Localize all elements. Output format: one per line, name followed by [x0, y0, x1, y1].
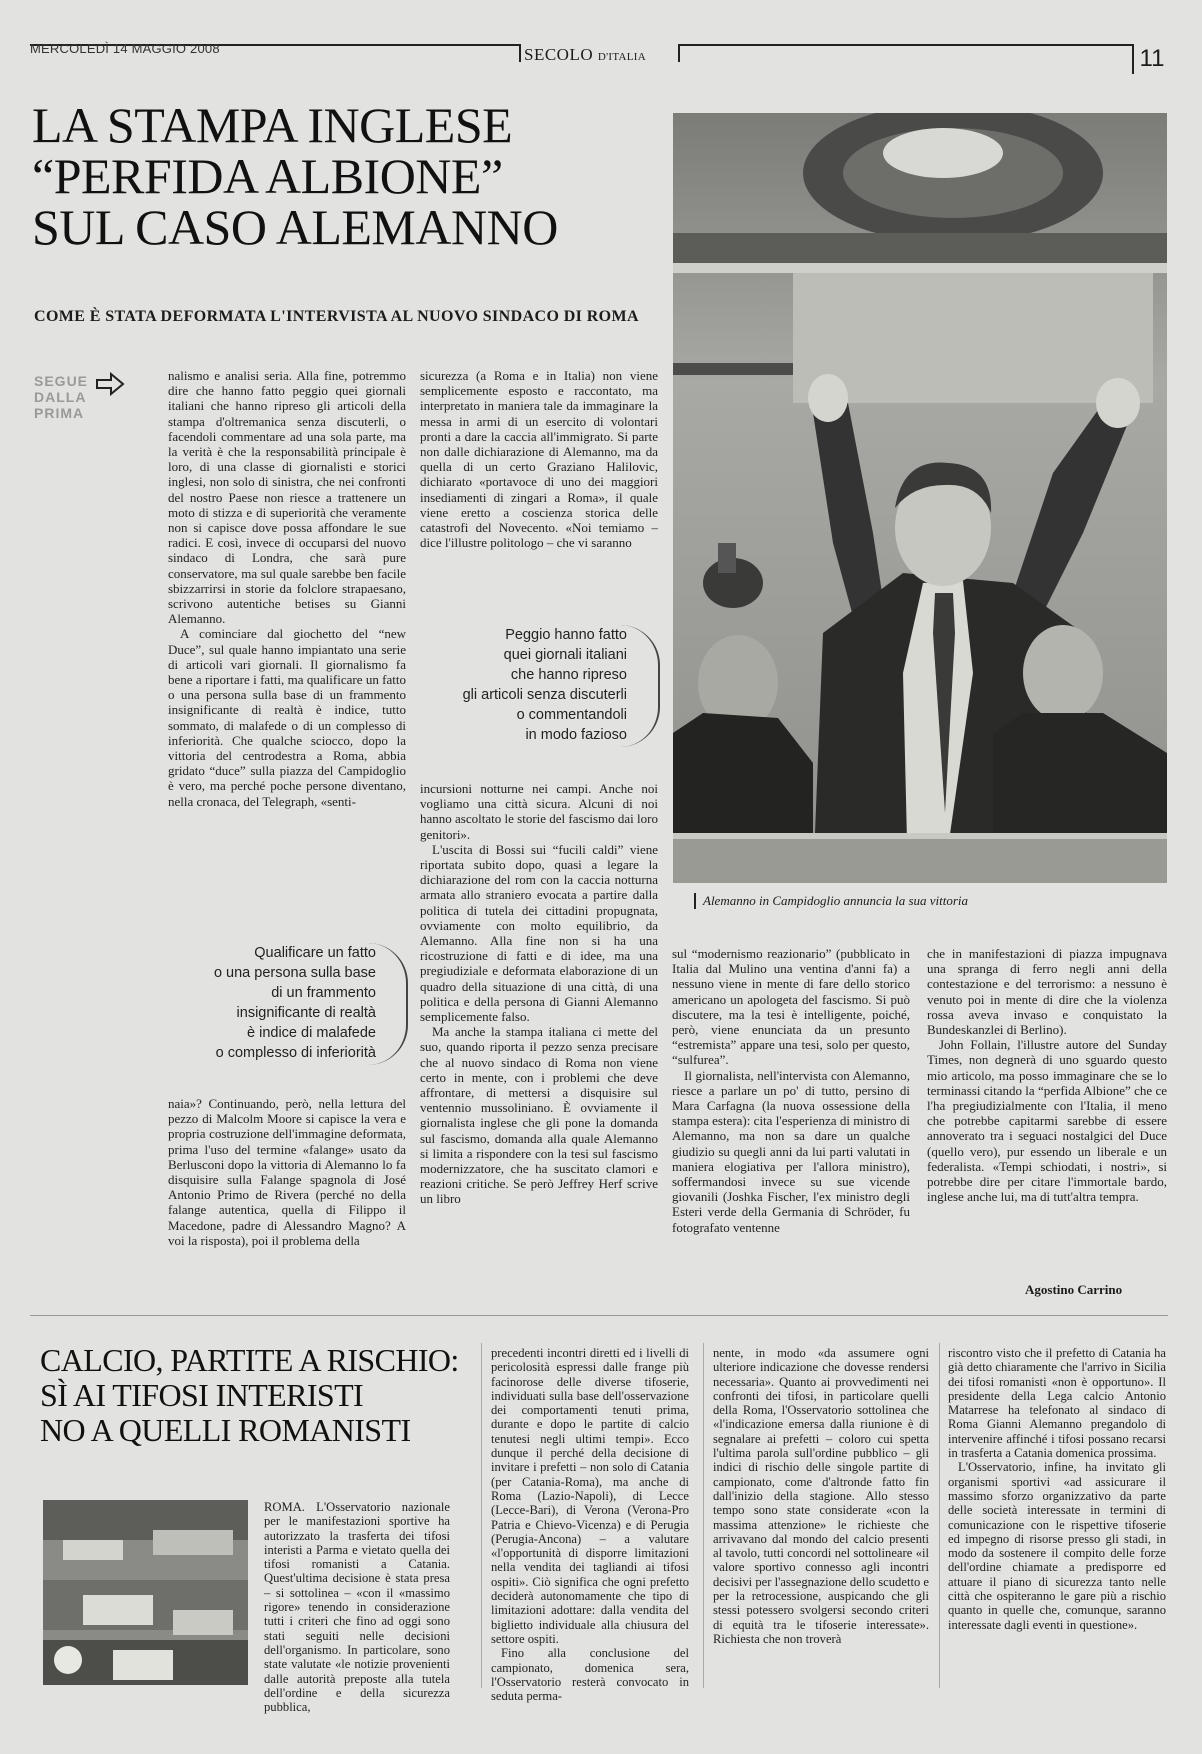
- headline-line: LA STAMPA INGLESE: [32, 97, 513, 153]
- article-column-3: [672, 946, 910, 1235]
- headline-line: SUL CASO ALEMANNO: [32, 199, 558, 255]
- pull-quote-line: in modo fazioso: [525, 727, 627, 743]
- pull-quote-line: quei giornali italiani: [503, 647, 627, 663]
- pull-quote-line: insignificante di realtà: [236, 1005, 376, 1021]
- header-divider-left: [519, 44, 521, 62]
- paragraph: ROMA. L'Osservatorio nazionale per le manifestazioni sportive ha autorizzato la trasferta dei tifosi interisti a Parma e vietato quella dei tifosi romanisti a Catania. Quest'ultima decisione è stata presa – si sottolinea – «con il «massimo rigore» tenendo in considerazione tutti i criteri che fino ad oggi sono stati seguiti nelle decisioni dell'organismo. In particolare, sono state valutate «le notizie provenienti dalle autorità preposte alla tutela dell'ordine e della sicurezza pubblica,: [264, 1500, 450, 1715]
- paragraph: sul “modernismo reazionario” (pubblicato in Italia dal Mulino una ventina d'anni fa) a nessuno viene in mente di fare dello storico americano un apologeta del fascismo. Si può discutere, ma la tesi è intelligente, poiché, però, viene enunciata da un presunto “estremista” appare una tesi, solo per questo, “sulfurea”.: [672, 946, 910, 1068]
- article-2-column-3: [713, 1346, 929, 1646]
- paragraph: naia»? Continuando, però, nella lettura del pezzo di Malcolm Moore si capisce la vera e propria costruzione dell'immagine deformata, prima l'uso del termine «falange» usato da Berlusconi dopo la vittoria di Alemanno lo fa disquisire sulla Falange spagnola di José Antonio Primo de Rivera (perché no della falange autentica, quella di Filippo il Macedone, padre di Alessandro Magno? A voi la risposta), poi il problema della: [168, 1096, 406, 1248]
- article-column-1-bottom: [168, 1096, 406, 1248]
- paragraph: nente, in modo «da assumere ogni ulteriore indicazione che dovesse rendersi necessaria». Quanto ai provvedimenti nei confronti dei tifosi, in particolare quelli della Roma, l'Osservatorio sottolinea che «l'indicazione emersa dalla riunione è di segnalare ai prefetti – coloro cui spetta l'ultima parola sull'ordine pubblico – gli indici di rischio delle singole partite di campionato, come d'altronde fatto fin dall'inizio della stagione. Allo stesso tempo sono state considerate «con la massima attenzione» le richieste che arrivavano dal mondo del calcio presenti al tavolo, tutti concordi nel sottolineare «il valore sportivo connesso agli incontri decisivi per l'assegnazione dello scudetto e per la retrocessione, auspicando che gli stessi potessero svolgersi secondo criteri di equità tra le tifoserie interessate». Richiesta che non troverà: [713, 1346, 929, 1646]
- continued-word: SEGUE: [34, 373, 89, 389]
- paragraph: Il giornalista, nell'intervista con Alemanno, riesce a parlare un po' di tutto, persino di Mara Carfagna (la nuova ossessione della stampa estera): cita l'esperienza di ministro di Alemanno, ma non sa dare un qualche giudizio su quegli anni da lui parti valutati in maniera elogiativa per l'allora ministro), soffermandosi invece su sue vicende giovanili (Joshka Fischer, l'ex ministro degli Esteri verde della Germania di Schröder, fu fotografato ventenne: [672, 1067, 910, 1235]
- football-fans-illustration: [43, 1500, 248, 1685]
- page-number: 11: [1132, 44, 1170, 74]
- arrow-right-icon: [95, 372, 125, 396]
- continued-word: DALLA: [34, 389, 87, 405]
- paragraph: L'uscita di Bossi sui “fucili caldi” viene riportata subito dopo, quasi a legare la dichiarazione del rom con la caccia notturna armata allo straniero evocata a partire dalla politica di tutela dei cittadini propugnata, ovviamente con molto equilibrio, da Alemanno. Alla fine non si ha una ricostruzione di fatti e di idee, ma una pregiudiziale e deformata elaborazione di un quadro della situazione di una città, di una politica e della persona di Gianni Alemanno semplicemente falso.: [420, 841, 658, 1025]
- pull-quote-line: di un frammento: [271, 985, 376, 1001]
- article-2-column-4: [948, 1346, 1166, 1632]
- paragraph: A cominciare dal giochetto del “new Duce”, sul quale hanno impiantato una serie di articoli vari giornali. Il giornalismo fa bene a riportare i fatti, ma qualificare un fatto o una persona sulla base di un frammento insignificante di realtà è indice, tutto sommato, di malafede o di un complesso di inferiorità. Che qualche sciocco, dopo la vittoria del centrodestra a Roma, abbia gridato “duce” sulla piazza del Campidoglio è vero, ma perché poche persone diventano, nella cronaca, del Telegraph, «senti-: [168, 626, 406, 809]
- paragraph: Fino alla conclusione del campionato, domenica sera, l'Osservatorio resterà convocato in seduta perma-: [491, 1646, 689, 1704]
- football-fans-photo: [43, 1500, 248, 1685]
- article-column-1-top: [168, 368, 406, 809]
- pull-quote-line: Qualificare un fatto: [254, 945, 376, 961]
- column-rule: [939, 1343, 940, 1688]
- pull-quote-line: o una persona sulla base: [213, 965, 376, 981]
- newspaper-name: [524, 45, 646, 65]
- paragraph: riscontro visto che il prefetto di Catania ha già detto chiaramente che l'arrivo in Sicilia dei tifosi romanisti «non è opportuno». Il presidente della Lega calcio Antonio Matarrese ha telefonato al sindaco di Roma Gianni Alemanno pregandolo di intervenire affinché i tifosi possano recarsi in trasferta a Catania domenica prossima.: [948, 1346, 1166, 1461]
- header-rule-right: [680, 44, 1132, 46]
- continued-word: PRIMA: [34, 405, 85, 421]
- pull-quote-line: che hanno ripreso: [510, 667, 627, 683]
- article-column-4: [927, 946, 1167, 1204]
- paragraph: incursioni notturne nei campi. Anche noi vogliamo una città sicura. Alcuni di noi hanno ascoltato le storie del fascismo dai loro genitori».: [420, 781, 658, 842]
- issue-date: MERCOLEDÌ 14 MAGGIO 2008: [30, 41, 220, 56]
- column-rule: [703, 1343, 704, 1688]
- article-column-2-top: [420, 368, 658, 550]
- article-divider: [30, 1315, 1168, 1316]
- headline-line: “PERFIDA ALBIONE”: [32, 148, 503, 204]
- paragraph: Ma anche la stampa italiana ci mette del suo, quando riporta il pezzo senza precisare che al nuovo sindaco di Roma non viene certo in mente, con i problemi che deve affrontare, di mettersi a disquisire sul ventennio mussoliniano. È ovviamente il giornalista inglese che gli pone la domanda sul fascismo, domanda alla quale Alemanno si limita a rispondere con la tesi sul fascismo modernizzatore, che ha suscitato clamori e reazioni critiche. Se però Jeffrey Herf scrive un libro: [420, 1024, 658, 1207]
- pull-quote-bracket: [366, 943, 408, 1065]
- newspaper-name-small: D'ITALIA: [597, 51, 646, 63]
- pull-quote-bracket: [618, 625, 660, 747]
- alemanno-photo-illustration: [673, 113, 1167, 883]
- column-rule: [481, 1343, 482, 1688]
- paragraph: nalismo e analisi seria. Alla fine, potremmo dire che hanno fatto peggio quei giornali italiani che hanno ripreso gli articoli della stampa d'oltremanica senza discuterli, o facendoli commentare ad una sola parte, ma la verità è che la responsabilità principale è loro, di una classe di giornalisti e storici inglesi, non solo di sinistra, che nei confronti del nostro Paese non riesce a trattenere un moto di stizza e di superiorità che veramente non si capisce dove possa affondare le sue radici. E così, invece di occuparsi del nuovo sindaco di Londra, che sarà pure conservatore, ma sul quale sarebbe ben facile sbizzarrirsi in storie da folclore strapaesano, scrivono autentiche betises su Gianni Alemanno.: [168, 368, 406, 627]
- paragraph: John Follain, l'illustre autore del Sunday Times, non degnerà di uno sguardo questo mio articolo, ma posso immaginare che se lo terminassi citando la “perfida Albione” che ce l'ha pregiudizialmente con l'Italia, il meno che potrebbe capitarmi sarebbe di essere annoverato tra i seguaci nostalgici del Duce (quello vero), pur essendo un liberale e un federalista. «Tempi schiodati, i nostri», si potrebbe dire per citare l'immortale bardo, inglese anche lui, ma di tutt'altra tempra.: [927, 1037, 1167, 1205]
- headline-line: CALCIO, PARTITE A RISCHIO:: [40, 1342, 459, 1378]
- article-2-headline: [40, 1343, 460, 1448]
- article-column-2-bottom: [420, 781, 658, 1207]
- headline-line: NO A QUELLI ROMANISTI: [40, 1412, 411, 1448]
- article-2-column-2: [491, 1346, 689, 1703]
- pull-quote-line: è indice di malafede: [247, 1025, 376, 1041]
- caption-rule: [694, 893, 696, 909]
- pull-quote-inferiority: [170, 943, 376, 1063]
- paragraph: sicurezza (a Roma e in Italia) non viene semplicemente esposto e raccontato, ma interpretato in maniera tale da immaginare la messa in armi di un esercito di volontari pronti a dare la caccia all'immigrato. Si parte non dalle dichiarazione di Alemanno, ma da quella di un certo Graziano Halilovic, dichiarato «portavoce di uno dei maggiori insediamenti di zingari a Roma», il quale viene eretto a coscienza storica delle catastrofi del Novecento. «Noi temiamo – dice l'illustre politologo – che vi saranno: [420, 368, 658, 551]
- pull-quote-newspapers: [420, 625, 627, 745]
- headline-line: SÌ AI TIFOSI INTERISTI: [40, 1377, 364, 1413]
- article-subheadline: COME È STATA DEFORMATA L'INTERVISTA AL NUOVO SINDACO DI ROMA: [34, 308, 639, 325]
- article-headline: [32, 97, 672, 255]
- photo-caption: Alemanno in Campidoglio annuncia la sua vittoria: [703, 893, 969, 908]
- newspaper-name-main: SECOLO: [524, 45, 594, 64]
- pull-quote-line: o complesso di inferiorità: [215, 1045, 376, 1061]
- paragraph: che in manifestazioni di piazza impugnava una spranga di ferro negli anni della contestazione e del terrorismo: a nessuno è venuto poi in mente di dire che la violenza rossa aveva invaso e conquistato la Bundeskanzlei di Berlino).: [927, 946, 1167, 1038]
- alemanno-photo: [673, 113, 1167, 883]
- paragraph: precedenti incontri diretti ed i livelli di pericolosità espressi dalle frange più facinorose delle diverse tifoserie, individuati sulla base dell'osservazione dei comportamenti tenuti prima, durante e dopo le partite di calcio tenutesi negli ultimi tempi». Ecco dunque il perché della decisione di invitare i prefetti – non solo di Catania (per Catania-Roma), ma anche di Roma (Lazio-Napoli), di Lecce (Lecce-Bari), di Verona (Verona-Pro Patria e Chievo-Vicenza) e di Perugia (Perugia-Ancona) – a valutare «l'opportunità di disporre limitazioni nella vendita dei tagliandi ai tifosi ospiti». Ciò significa che ogni prefetto deciderà autonomamente che tipo di limitazioni adottare: dalla vendita del biglietto individuale alla chiusura del settore ospiti.: [491, 1346, 689, 1646]
- pull-quote-line: o commentandoli: [516, 707, 627, 723]
- article-2-column-1: [264, 1500, 450, 1714]
- paragraph: L'Osservatorio, infine, ha invitato gli organismi sportivi «ad assicurare il massimo sforzo organizzativo da parte delle società interessate in termini di comunicazione con le rispettive tifoserie ed impegno di risorse presso gli stadi, in modo da sostenere il compito delle forze dell'ordine chiamate a predisporre ed attuare il piano di sicurezza tanto nelle città che ospiteranno le gare più a rischio quanto in quelle che, comunque, saranno interessate dagli eventi in questione».: [948, 1460, 1166, 1632]
- pull-quote-line: gli articoli senza discuterli: [462, 687, 627, 703]
- author-signature: Agostino Carrino: [1025, 1282, 1123, 1297]
- pull-quote-line: Peggio hanno fatto: [505, 627, 627, 643]
- header-divider-right: [678, 44, 680, 62]
